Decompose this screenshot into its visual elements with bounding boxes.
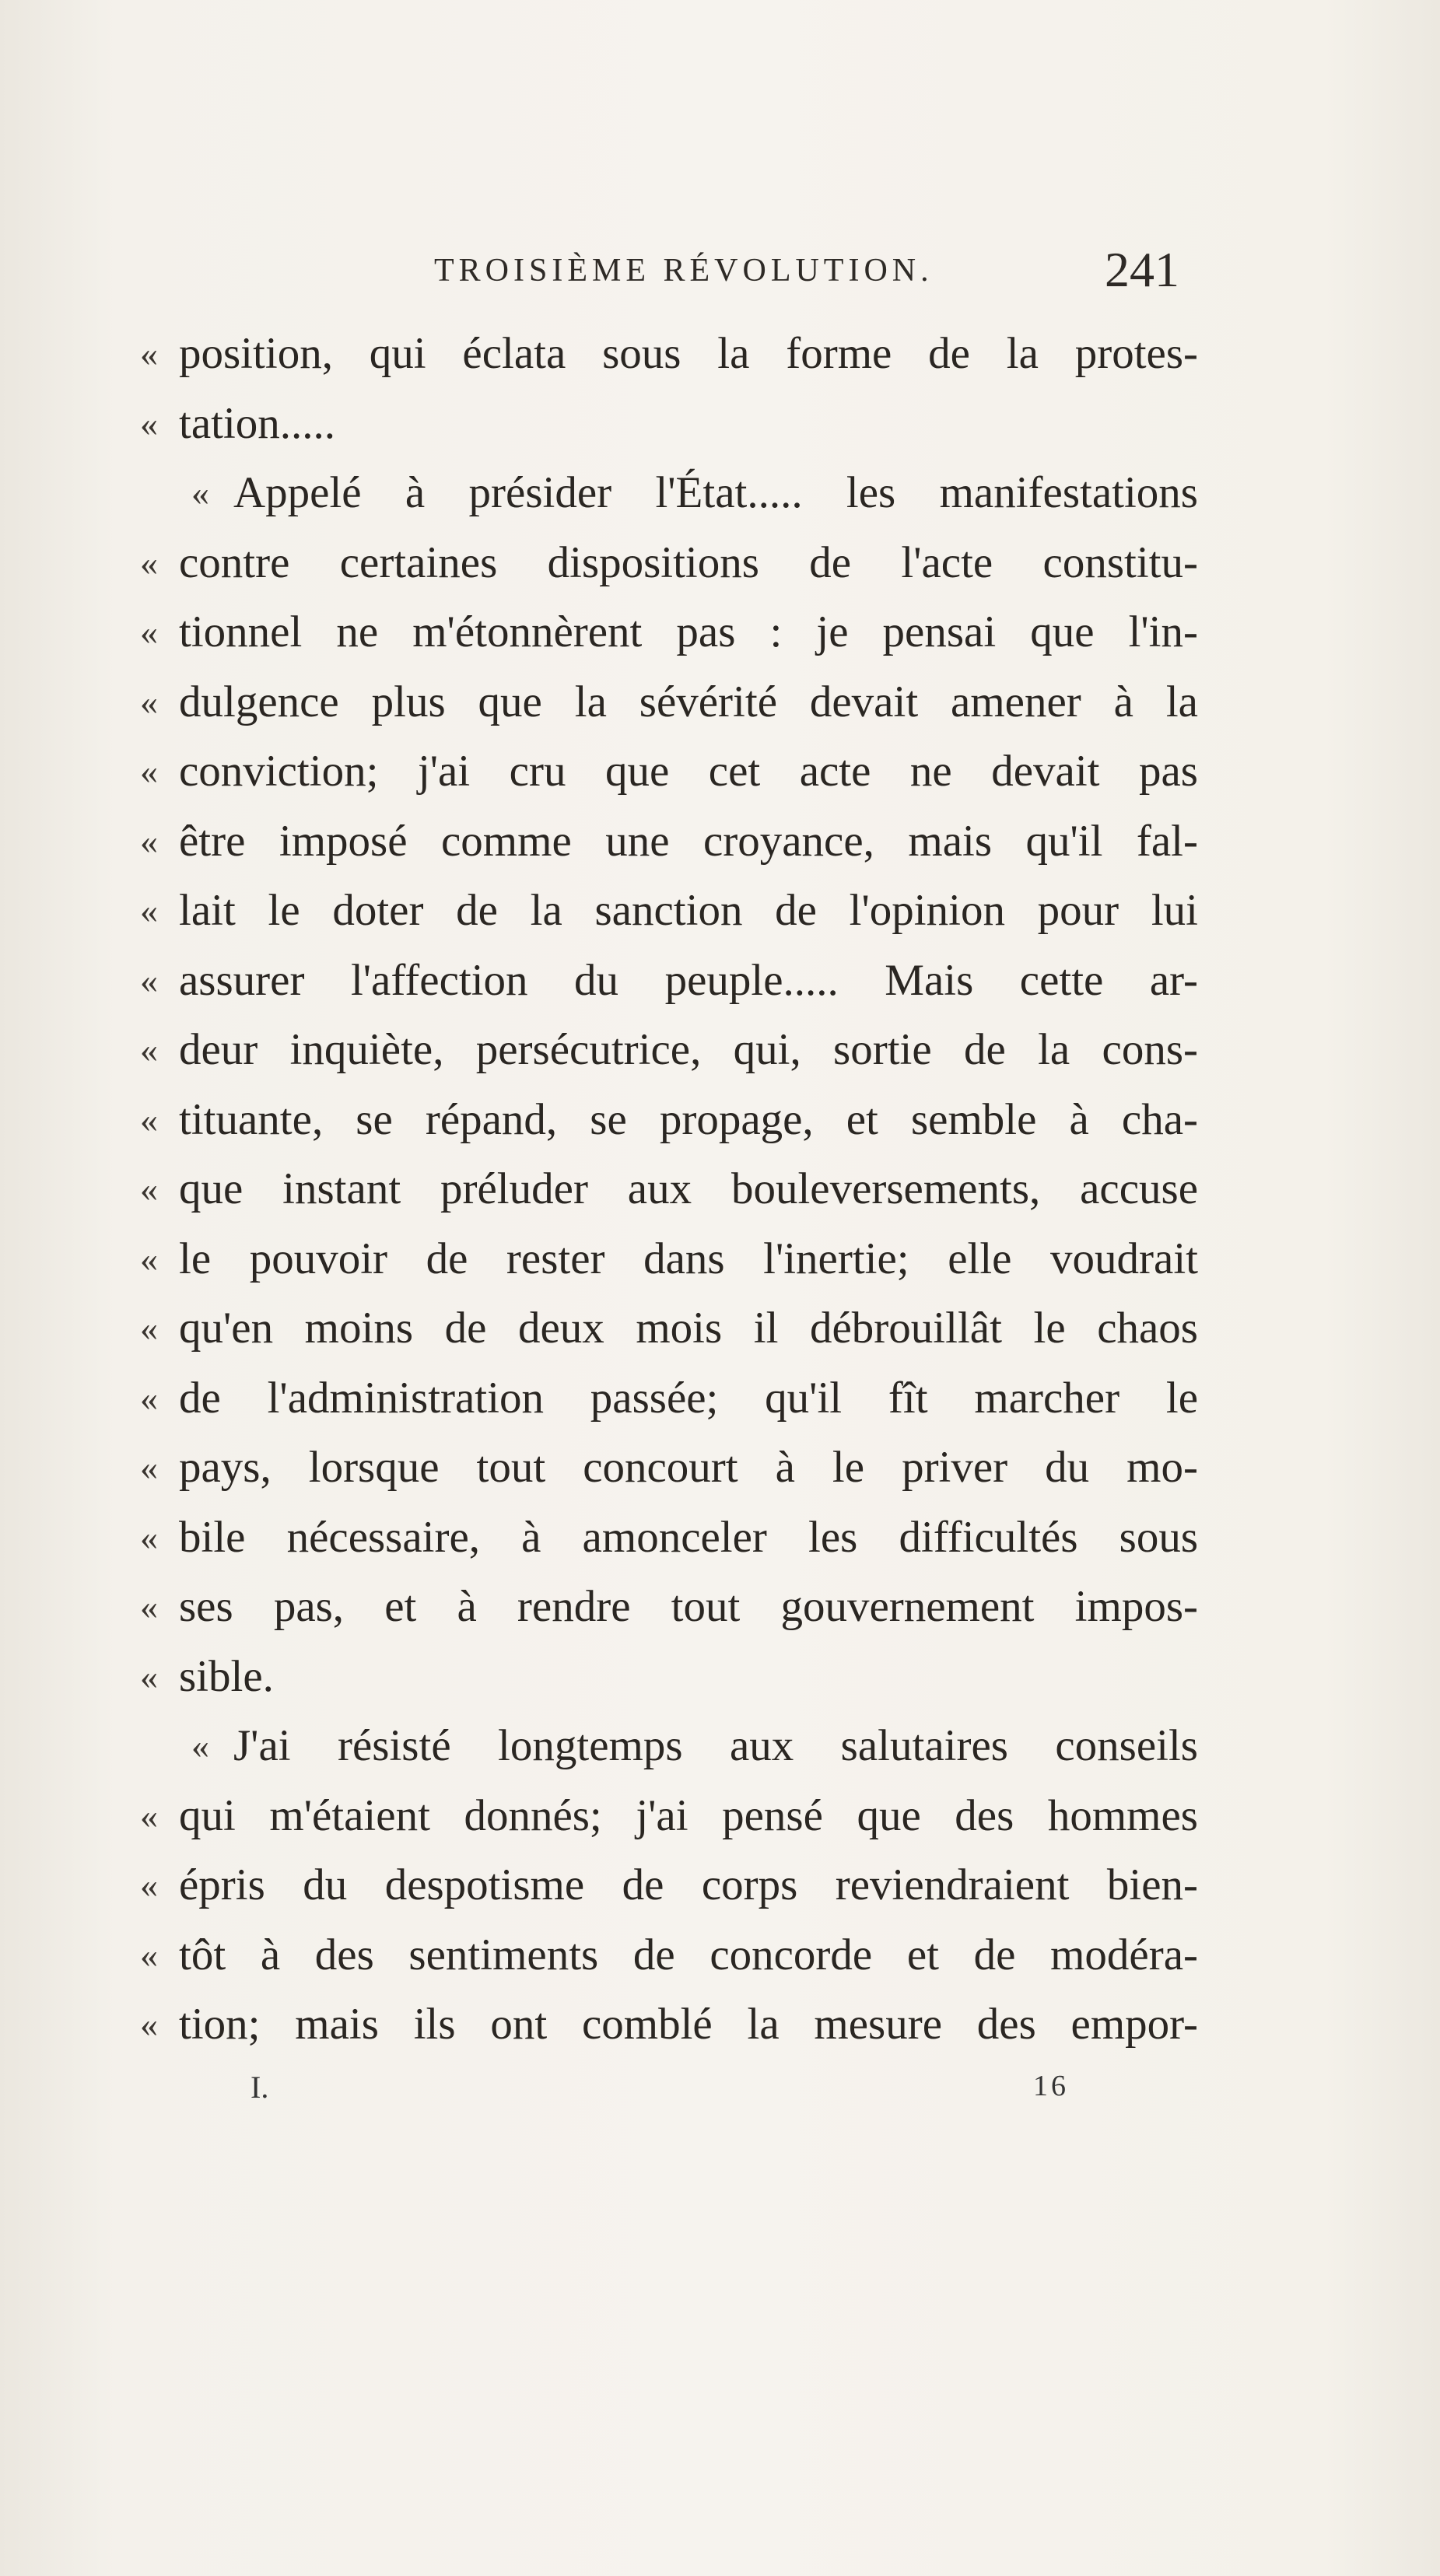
line-text: J'ai résisté longtemps aux salutaires conseils (233, 1721, 1198, 1770)
line-quote-mark: « (140, 681, 158, 722)
text-line (140, 1503, 1198, 1573)
line-text: Appelé à présider l'État..... les manifestations (233, 468, 1198, 517)
line-text: bile nécessaire, à amonceler les difficultés sous (179, 1512, 1198, 1562)
line-quote-mark: « (140, 612, 158, 652)
text-line (140, 1363, 1198, 1433)
page-header (0, 242, 1440, 310)
line-text: contre certaines dispositions de l'acte constitu- (179, 537, 1198, 587)
line-quote-mark: « (191, 473, 209, 513)
line-quote-mark: « (191, 1726, 209, 1766)
text-line (140, 597, 1198, 667)
text-line (140, 319, 1198, 389)
line-quote-mark: « (140, 1795, 158, 1836)
text-line (140, 1642, 1198, 1712)
line-quote-mark: « (140, 1934, 158, 1975)
line-quote-mark: « (140, 403, 158, 443)
line-quote-mark: « (140, 1308, 158, 1348)
text-line (140, 1293, 1198, 1363)
text-line (140, 1572, 1198, 1642)
line-quote-mark: « (140, 1238, 158, 1279)
text-line (140, 876, 1198, 946)
text-line (140, 807, 1198, 877)
line-text: dulgence plus que la sévérité devait amener à la (179, 677, 1198, 726)
text-line (140, 737, 1198, 807)
signature-mark: I. (251, 2070, 269, 2105)
text-line (140, 1711, 1198, 1781)
line-quote-mark: « (140, 1377, 158, 1418)
signature-number: 16 (1033, 2070, 1069, 2102)
line-quote-mark: « (140, 751, 158, 791)
line-text: tituante, se répand, se propage, et semble à cha- (179, 1094, 1198, 1144)
page-footer (0, 2069, 1440, 2116)
text-line (140, 389, 1198, 459)
line-quote-mark: « (140, 891, 158, 930)
line-text: le pouvoir de rester dans l'inertie; elle voudrait (179, 1234, 1198, 1283)
text-line (140, 1781, 1198, 1851)
line-text: que instant préluder aux bouleversements, accuse (179, 1164, 1198, 1213)
line-text: tionnel ne m'étonnèrent pas : je pensai que l'in- (179, 607, 1198, 656)
line-text: qu'en moins de deux mois il débrouillât le chaos (179, 1304, 1198, 1353)
line-quote-mark: « (140, 2004, 158, 2044)
line-quote-mark: « (140, 1656, 158, 1696)
text-line (140, 1085, 1198, 1155)
line-text: ses pas, et à rendre tout gouvernement impos- (179, 1582, 1198, 1631)
line-quote-mark: « (140, 1517, 158, 1557)
text-line (140, 1850, 1198, 1920)
line-text: tôt à des sentiments de concorde et de modéra- (179, 1930, 1198, 1979)
line-text: tation..... (179, 398, 336, 448)
line-text: de l'administration passée; qu'il fît marcher le (179, 1373, 1198, 1423)
running-head: TROISIÈME RÉVOLUTION. (434, 253, 934, 289)
line-text: lait le doter de la sanction de l'opinion pour lui (179, 886, 1198, 935)
text-line (140, 946, 1198, 1016)
text-line (140, 1433, 1198, 1503)
line-quote-mark: « (140, 1587, 158, 1626)
line-quote-mark: « (140, 1865, 158, 1905)
text-line (140, 1015, 1198, 1085)
line-text: épris du despotisme de corps reviendraient bien- (179, 1860, 1198, 1909)
line-quote-mark: « (140, 1030, 158, 1069)
line-quote-mark: « (140, 542, 158, 583)
line-text: deur inquiète, persécutrice, qui, sortie de la cons- (179, 1025, 1198, 1074)
line-text: sible. (179, 1651, 274, 1701)
line-text: être imposé comme une croyance, mais qu'il fal- (179, 816, 1198, 866)
line-text: tion; mais ils ont comblé la mesure des empor- (179, 2000, 1198, 2049)
line-quote-mark: « (140, 334, 158, 373)
line-quote-mark: « (140, 960, 158, 1000)
body-text (140, 319, 1198, 2060)
line-text: pays, lorsque tout concourt à le priver du mo- (179, 1443, 1198, 1492)
text-line (140, 1224, 1198, 1294)
text-line (140, 528, 1198, 598)
line-quote-mark: « (140, 1447, 158, 1487)
line-text: assurer l'affection du peuple..... Mais cette ar- (179, 955, 1198, 1005)
text-line (140, 458, 1198, 528)
line-quote-mark: « (140, 1169, 158, 1209)
text-line (140, 667, 1198, 737)
text-line (140, 1990, 1198, 2060)
line-quote-mark: « (140, 821, 158, 861)
line-text: qui m'étaient donnés; j'ai pensé que des hommes (179, 1790, 1198, 1840)
page-number: 241 (1105, 242, 1179, 297)
line-quote-mark: « (140, 1099, 158, 1139)
text-line (140, 1920, 1198, 1990)
line-text: position, qui éclata sous la forme de la protes- (179, 329, 1198, 378)
line-text: conviction; j'ai cru que cet acte ne devait pas (179, 747, 1198, 796)
text-line (140, 1154, 1198, 1224)
